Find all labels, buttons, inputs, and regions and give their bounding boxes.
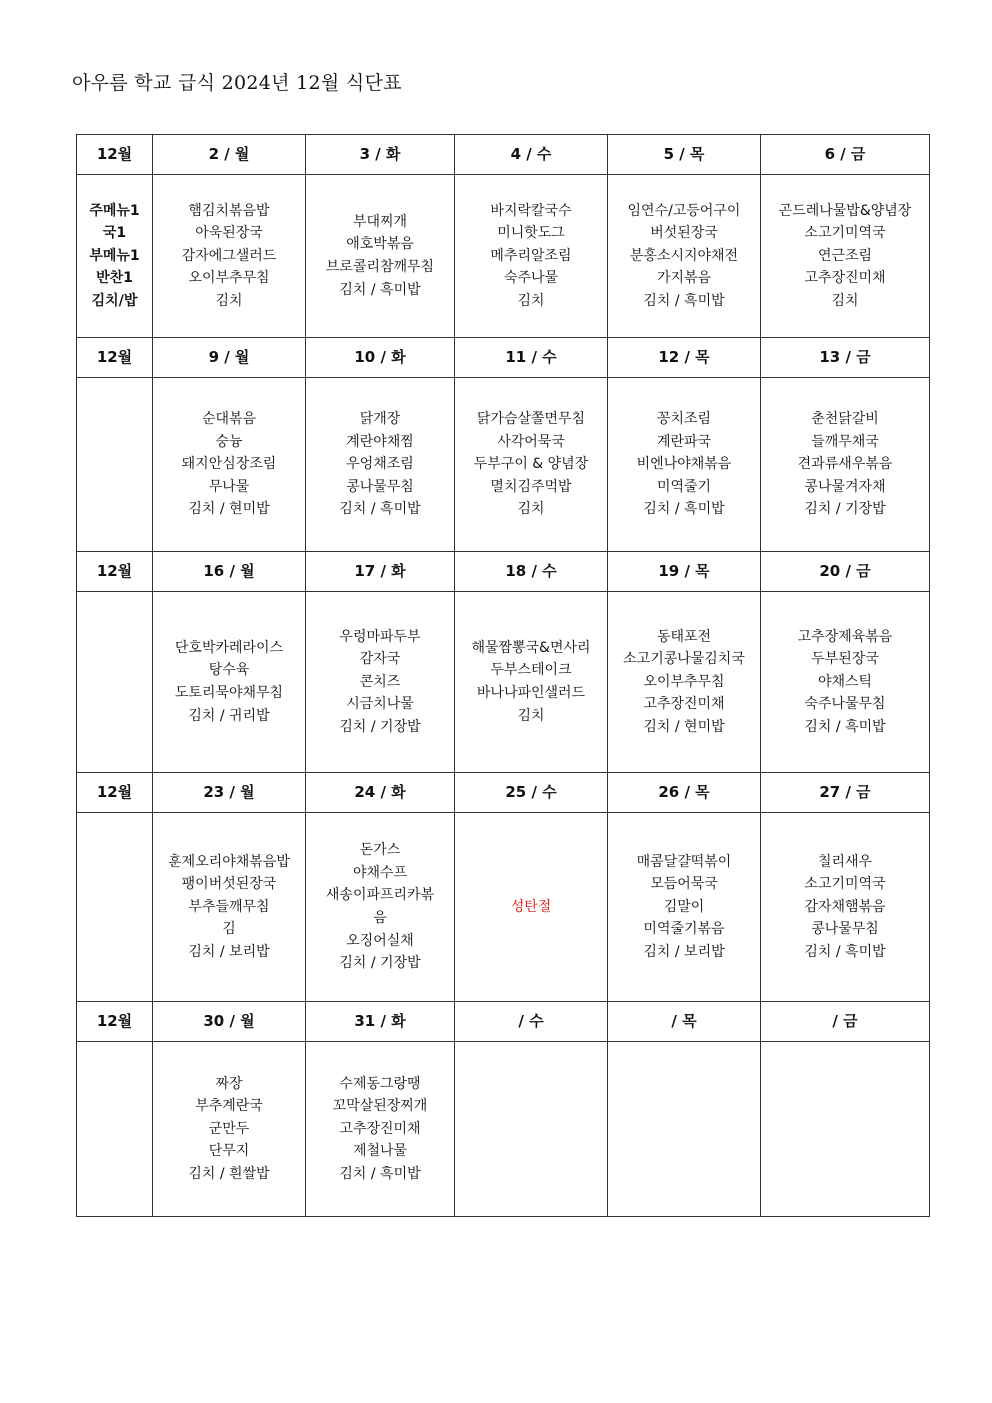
menu-item: 매콤달걀떡볶이	[636, 853, 732, 870]
menu-item: 김말이	[663, 898, 705, 915]
menu-cell	[153, 1042, 306, 1217]
menu-item: 계란파국	[656, 433, 712, 450]
menu-cell	[306, 1042, 455, 1217]
row-label-cell	[77, 175, 153, 338]
menu-item: 팽이버섯된장국	[181, 876, 277, 893]
menu-cell	[455, 813, 608, 1002]
menu-item: 감자채햄볶음	[804, 898, 886, 915]
menu-item: 연근조림	[817, 247, 873, 264]
week-menu-row	[77, 175, 930, 338]
menu-item: 바나나파인샐러드	[476, 685, 586, 701]
menu-item: 분홍소시지야채전	[629, 247, 739, 264]
menu-item: 우렁마파두부	[339, 628, 421, 645]
day-header-cell: 20 / 금	[761, 552, 930, 592]
menu-item: 우엉채조림	[346, 456, 414, 473]
menu-item: 닭가슴살쫄면무침	[476, 411, 586, 428]
menu-item: 해물짬뽕국&면사리	[471, 639, 591, 656]
menu-item: 꼬막살된장찌개	[332, 1098, 428, 1115]
menu-item: 오이부추무침	[643, 673, 725, 690]
day-header-cell: 16 / 월	[153, 552, 306, 592]
menu-item: 두부스테이크	[490, 662, 572, 679]
day-header-cell: 18 / 수	[455, 552, 608, 592]
day-header-cell: 3 / 화	[306, 135, 455, 175]
menu-cell	[455, 378, 608, 552]
menu-item: 들깨무채국	[811, 433, 879, 450]
menu-item: 김치	[831, 292, 859, 309]
menu-item: 콘치즈	[359, 673, 401, 690]
menu-item: 감자에그샐러드	[181, 247, 277, 264]
menu-item: 오징어실채	[346, 932, 414, 949]
menu-item: 바지락칼국수	[490, 202, 572, 219]
menu-item: 단무지	[208, 1143, 250, 1160]
day-header-cell: 5 / 목	[608, 135, 761, 175]
menu-item: 단호박카레라이스	[174, 639, 284, 656]
row-label-cell	[77, 813, 153, 1002]
week-menu-row	[77, 1042, 930, 1217]
week-header-row	[77, 135, 930, 175]
menu-cell	[608, 378, 761, 552]
menu-item: 김치 / 흰쌀밥	[188, 1165, 270, 1182]
day-header-cell: 4 / 수	[455, 135, 608, 175]
menu-item: 제철나물	[352, 1143, 408, 1160]
menu-item: 수제동그랑땡	[339, 1075, 421, 1092]
menu-item: 오이부추무침	[188, 270, 270, 287]
menu-item: 콩나물무침	[811, 921, 879, 938]
menu-item: 부추계란국	[195, 1098, 263, 1115]
menu-item: 무나물	[208, 478, 250, 495]
menu-item: 숙주나물무침	[804, 696, 886, 713]
menu-item: 아욱된장국	[195, 225, 263, 242]
menu-cell	[306, 378, 455, 552]
menu-item: 소고기미역국	[804, 225, 886, 242]
menu-item: 김치 / 흑미밥	[643, 501, 725, 518]
menu-item: 김치 / 현미밥	[188, 501, 270, 518]
menu-item: 칠리새우	[817, 853, 873, 870]
menu-item: 순대볶음	[201, 411, 257, 428]
menu-cell	[455, 1042, 608, 1217]
menu-item: 돈가스	[359, 842, 401, 859]
menu-item: 김치 / 흑미밥	[339, 281, 421, 298]
menu-item: 김치 / 보리밥	[188, 943, 270, 960]
menu-cell	[608, 592, 761, 773]
menu-item: 고추장제육볶음	[797, 628, 893, 645]
menu-item: 숙주나물	[503, 270, 559, 287]
day-header-cell: 9 / 월	[153, 338, 306, 378]
meal-plan-table	[76, 134, 930, 1217]
row-label: 주메뉴1	[89, 202, 140, 219]
menu-cell	[761, 592, 930, 773]
row-label-cell	[77, 1042, 153, 1217]
month-cell: 12월	[77, 338, 153, 378]
week-menu-row	[77, 592, 930, 773]
menu-cell	[761, 378, 930, 552]
menu-item: 김치 / 흑미밥	[339, 1165, 421, 1182]
menu-item: 비엔나야채볶음	[636, 456, 732, 473]
menu-item: 메추리알조림	[490, 247, 572, 264]
day-header-cell: 2 / 월	[153, 135, 306, 175]
menu-item: 닭개장	[359, 411, 401, 428]
menu-item: 김치 / 기장밥	[804, 501, 886, 518]
menu-cell	[306, 592, 455, 773]
row-label: 국1	[102, 225, 127, 242]
day-header-cell: 31 / 화	[306, 1002, 455, 1042]
menu-item: 임연수/고등어구이	[627, 202, 741, 219]
menu-item: 김치 / 기장밥	[339, 955, 421, 972]
menu-item: 소고기콩나물김치국	[623, 651, 745, 668]
menu-cell	[608, 1042, 761, 1217]
menu-item: 고추장진미채	[339, 1120, 421, 1137]
menu-item: 춘천닭갈비	[811, 411, 879, 428]
menu-item: 김치 / 흑미밥	[643, 292, 725, 309]
menu-item: 김치 / 흑미밥	[339, 501, 421, 518]
month-cell: 12월	[77, 552, 153, 592]
menu-item: 탕수육	[208, 662, 250, 679]
day-header-cell: 30 / 월	[153, 1002, 306, 1042]
menu-item: 두부구이 & 양념장	[473, 456, 589, 473]
menu-cell	[455, 175, 608, 338]
menu-item: 애호박볶음	[346, 236, 414, 253]
month-cell: 12월	[77, 773, 153, 813]
row-label-cell	[77, 378, 153, 552]
day-header-cell: 11 / 수	[455, 338, 608, 378]
menu-item: 김치	[517, 292, 545, 309]
menu-item: 김	[222, 921, 236, 938]
menu-item: 고추장진미채	[643, 696, 725, 713]
menu-item: 모듬어묵국	[650, 876, 718, 893]
menu-item: 야채수프	[352, 864, 408, 881]
menu-item: 멸치김주먹밥	[490, 478, 572, 495]
menu-item: 버섯된장국	[650, 225, 718, 242]
menu-item: 김치 / 귀리밥	[188, 707, 270, 724]
week-header-row	[77, 1002, 930, 1042]
month-cell: 12월	[77, 1002, 153, 1042]
week-header-row	[77, 773, 930, 813]
menu-item: 음	[373, 910, 387, 926]
row-label: 부메뉴1	[89, 247, 140, 264]
menu-item: 군만두	[208, 1120, 250, 1137]
week-header-row	[77, 552, 930, 592]
menu-item: 부대찌개	[352, 213, 408, 230]
day-header-cell: / 금	[761, 1002, 930, 1042]
menu-cell	[608, 813, 761, 1002]
menu-item: 김치	[215, 292, 243, 309]
menu-item: 콩나물무침	[346, 478, 414, 495]
menu-cell	[761, 1042, 930, 1217]
day-header-cell: 23 / 월	[153, 773, 306, 813]
week-menu-row	[77, 813, 930, 1002]
menu-item: 미니핫도그	[497, 225, 565, 242]
day-header-cell: 17 / 화	[306, 552, 455, 592]
menu-item: 김치 / 흑미밥	[804, 718, 886, 735]
menu-item: 훈제오리야채볶음밥	[168, 853, 290, 870]
day-header-cell: / 수	[455, 1002, 608, 1042]
menu-item: 햄김치볶음밥	[188, 202, 270, 219]
month-cell: 12월	[77, 135, 153, 175]
day-header-cell: 26 / 목	[608, 773, 761, 813]
menu-cell	[761, 175, 930, 338]
row-label: 반찬1	[96, 270, 133, 287]
menu-item: 사각어묵국	[497, 433, 565, 450]
week-header-row	[77, 338, 930, 378]
menu-cell	[306, 175, 455, 338]
menu-item: 미역줄기볶음	[643, 921, 725, 938]
menu-cell	[306, 813, 455, 1002]
menu-item: 짜장	[215, 1075, 243, 1092]
menu-cell	[455, 592, 608, 773]
day-header-cell: 13 / 금	[761, 338, 930, 378]
menu-item: 부추들깨무침	[188, 898, 270, 915]
day-header-cell: 25 / 수	[455, 773, 608, 813]
row-label: 김치/밥	[91, 292, 138, 309]
menu-item: 감자국	[359, 651, 401, 668]
day-header-cell: 24 / 화	[306, 773, 455, 813]
menu-cell	[153, 592, 306, 773]
menu-item: 김치 / 현미밥	[643, 718, 725, 735]
row-label-cell	[77, 592, 153, 773]
menu-cell	[153, 378, 306, 552]
menu-item: 미역줄기	[656, 478, 712, 495]
holiday-label: 성탄절	[510, 898, 552, 915]
menu-item: 김치 / 보리밥	[643, 943, 725, 960]
menu-item: 야채스틱	[817, 673, 873, 690]
menu-item: 김치	[517, 707, 545, 724]
day-header-cell: 12 / 목	[608, 338, 761, 378]
menu-item: 가지볶음	[656, 270, 712, 287]
day-header-cell: 6 / 금	[761, 135, 930, 175]
page-title: 아우름 학교 급식 2024년 12월 식단표	[72, 72, 402, 94]
day-header-cell: 10 / 화	[306, 338, 455, 378]
menu-item: 소고기미역국	[804, 876, 886, 893]
day-header-cell: / 목	[608, 1002, 761, 1042]
menu-cell	[153, 175, 306, 338]
week-menu-row	[77, 378, 930, 552]
menu-item: 곤드레나물밥&양념장	[778, 202, 912, 219]
menu-item: 고추장진미채	[804, 270, 886, 287]
menu-cell	[608, 175, 761, 338]
menu-item: 콩나물겨자채	[804, 478, 886, 495]
menu-item: 김치 / 흑미밥	[804, 943, 886, 960]
menu-item: 견과류새우볶음	[797, 456, 893, 473]
day-header-cell: 19 / 목	[608, 552, 761, 592]
menu-item: 숭늉	[215, 433, 243, 450]
menu-item: 돼지안심장조림	[181, 456, 277, 473]
menu-cell	[761, 813, 930, 1002]
menu-item: 계란야채찜	[346, 433, 414, 450]
menu-item: 두부된장국	[811, 651, 879, 668]
menu-item: 도토리묵야채무침	[174, 685, 284, 701]
menu-item: 시금치나물	[346, 696, 414, 713]
menu-item: 김치 / 기장밥	[339, 718, 421, 735]
menu-item: 새송이파프리카볶	[325, 887, 435, 904]
menu-cell	[153, 813, 306, 1002]
menu-item: 꽁치조림	[656, 411, 712, 428]
menu-item: 브로콜리참깨무침	[325, 259, 435, 275]
day-header-cell: 27 / 금	[761, 773, 930, 813]
menu-item: 김치	[517, 501, 545, 518]
menu-item: 동태포전	[656, 628, 712, 645]
